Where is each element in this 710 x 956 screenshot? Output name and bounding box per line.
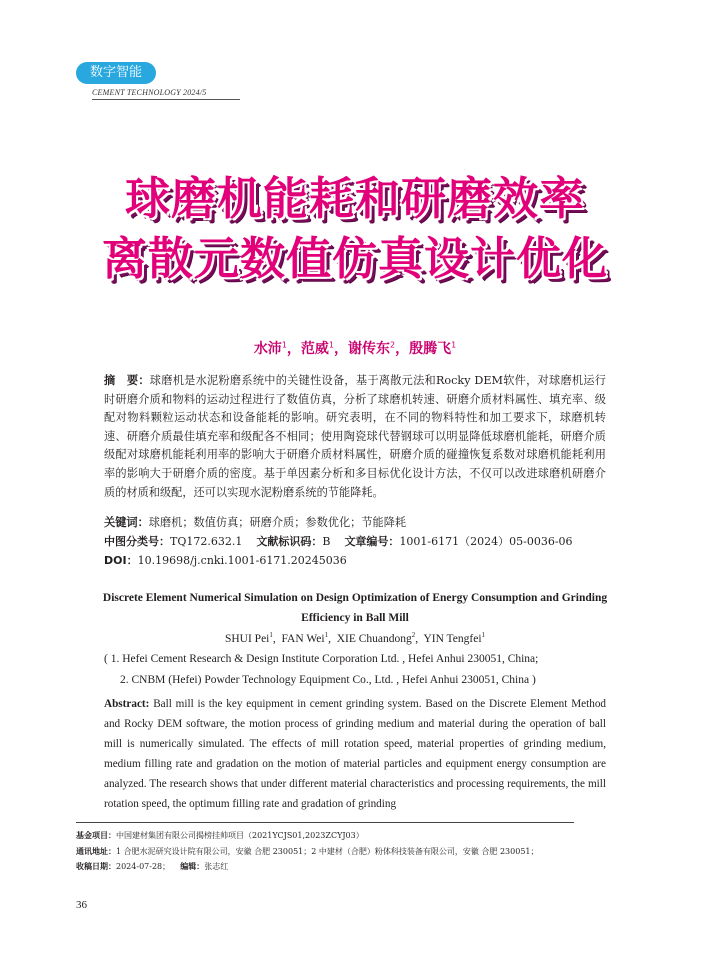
authors-cn: 水沛$^1$，范威$^1$，谢传东$^2$，殷腾飞$^1$: [253, 340, 457, 357]
author-affil-sup: 2: [411, 631, 416, 639]
footnote-address: [76, 846, 606, 858]
author-affil-sup: 1: [451, 340, 457, 350]
doc-code-label: 文献标识码：: [256, 535, 323, 548]
author-cn: 殷腾飞: [409, 341, 452, 357]
author-cn: 水沛: [253, 341, 282, 357]
article-no-label: 文章编号：: [344, 535, 400, 548]
address-text: 1 合肥水泥研究设计院有限公司，安徽 合肥 230051；2 中建材（合肥）粉体科技装备有限公司，安徽 合肥 230051；: [116, 847, 539, 856]
doi-value[interactable]: 10.19698/j.cnki.1001-6171.20245036: [137, 554, 347, 567]
abstract-en: [104, 694, 606, 814]
doi-label: DOI：: [104, 554, 138, 567]
clc-value: TQ172.632.1: [170, 535, 243, 548]
classification-line: [104, 533, 606, 552]
clc-label: 中图分类号：: [104, 535, 170, 548]
author-affil-sup: 2: [390, 340, 396, 350]
footnote-dates: [76, 861, 606, 873]
fund-text: 中国建材集团有限公司揭榜挂帅项目（2021YCJS01,2023ZCYJ03）: [116, 831, 364, 840]
affiliation-2: 2. CNBM (Hefei) Powder Technology Equipment Co., Ltd. , Hefei Anhui 230051, China ): [120, 674, 536, 686]
footnote-divider: [76, 822, 574, 823]
title-line-2: 离散元数值仿真设计优化: [101, 232, 608, 285]
footnote-fund: [76, 830, 606, 842]
author-en: XIE Chuandong: [336, 632, 412, 645]
english-title: Discrete Element Numerical Simulation on Design Optimization of Energy Consumption and Grinding Efficiency in Ball Mill: [102, 592, 608, 624]
received-label: 收稿日期：: [76, 862, 116, 871]
received-date: 2024-07-28；: [116, 862, 171, 871]
abstract-cn-text: 球磨机是水泥粉磨系统中的关键性设备，基于离散元法和Rocky DEM软件，对球磨机运行时研磨介质和物料的运动过程进行了数值仿真，分析了球磨机转速、研磨介质材料属性、填充率、级配对物料颗粒运动状态和设备能耗的影响。研究表明，在不同的物料特性和加工要求下，球磨机转速、研磨介质最佳填充率和级配各不相同；使用陶瓷球代替钢球可以明显降低球磨机能耗，研磨介质级配对球磨机能耗利用率的影响大于研磨介质材料属性，研磨介质的碰撞恢复系数对球磨机能耗利用率的影响大于研磨介质的密度。基于单因素分析和多目标优化设计方法，不仅可以改进球磨机研磨介质的材质和级配，还可以实现水泥粉磨系统的节能降耗。: [104, 374, 606, 499]
article-no-value: 1001-6171（2024）05-0036-06: [399, 535, 573, 548]
author-cn: 谢传东: [348, 341, 390, 357]
doc-code-value: B: [322, 535, 331, 548]
author-affil-sup: 1: [281, 340, 287, 350]
header-divider: [92, 99, 240, 100]
author-en: YIN Tengfei: [423, 632, 482, 645]
author-cn: 范威: [300, 341, 329, 357]
editor-label: 编辑：: [180, 862, 205, 871]
author-affil-sup: 1: [481, 631, 486, 639]
section-tag: 数字智能: [76, 62, 156, 84]
doi-line: [104, 552, 606, 571]
abstract-cn-label: 摘 要：: [104, 374, 150, 387]
editor-name: 张志红: [204, 862, 229, 871]
keywords-label: 关键词：: [104, 516, 149, 529]
title-line-1: 球磨机能耗和研磨效率: [124, 172, 585, 225]
address-label: 通讯地址：: [76, 847, 116, 856]
abstract-cn: [104, 372, 606, 502]
abstract-en-text: Ball mill is the key equipment in cement grinding system. Based on the Discrete Element Method and Rocky DEM software, the motion process of grinding medium and material during the operation of ball mill is numerically simulated. The effects of mill rotation speed, material properties of grinding medium, medium filling rate and gradation on the motion of material particles and equipment energy consumption are analyzed. The research shows that under different material characteristics and processing requirements, the mill rotation speed, the optimum filling rate and gradation of grinding: [104, 698, 607, 810]
authors-en: SHUI Pei$^1$, FAN Wei$^1$, XIE Chuandong$^2$, YIN Tengfei$^1$: [224, 631, 486, 645]
fund-label: 基金项目：: [76, 831, 116, 840]
affiliation-1: ( 1. Hefei Cement Research & Design Institute Corporation Ltd. , Hefei Anhui 230051, China;: [104, 653, 539, 665]
author-en: SHUI Pei: [224, 632, 270, 645]
keywords-cn: [104, 514, 606, 533]
author-affil-sup: 1: [324, 631, 329, 639]
journal-header: CEMENT TECHNOLOGY 2024/5: [92, 88, 207, 97]
page-number: 36: [76, 899, 87, 911]
abstract-en-label: Abstract:: [104, 698, 150, 710]
author-en: FAN Wei: [281, 632, 325, 645]
author-affil-sup: 1: [269, 631, 273, 639]
keywords-text: 球磨机；数值仿真；研磨介质；参数优化；节能降耗: [148, 516, 407, 529]
author-affil-sup: 1: [328, 340, 334, 350]
